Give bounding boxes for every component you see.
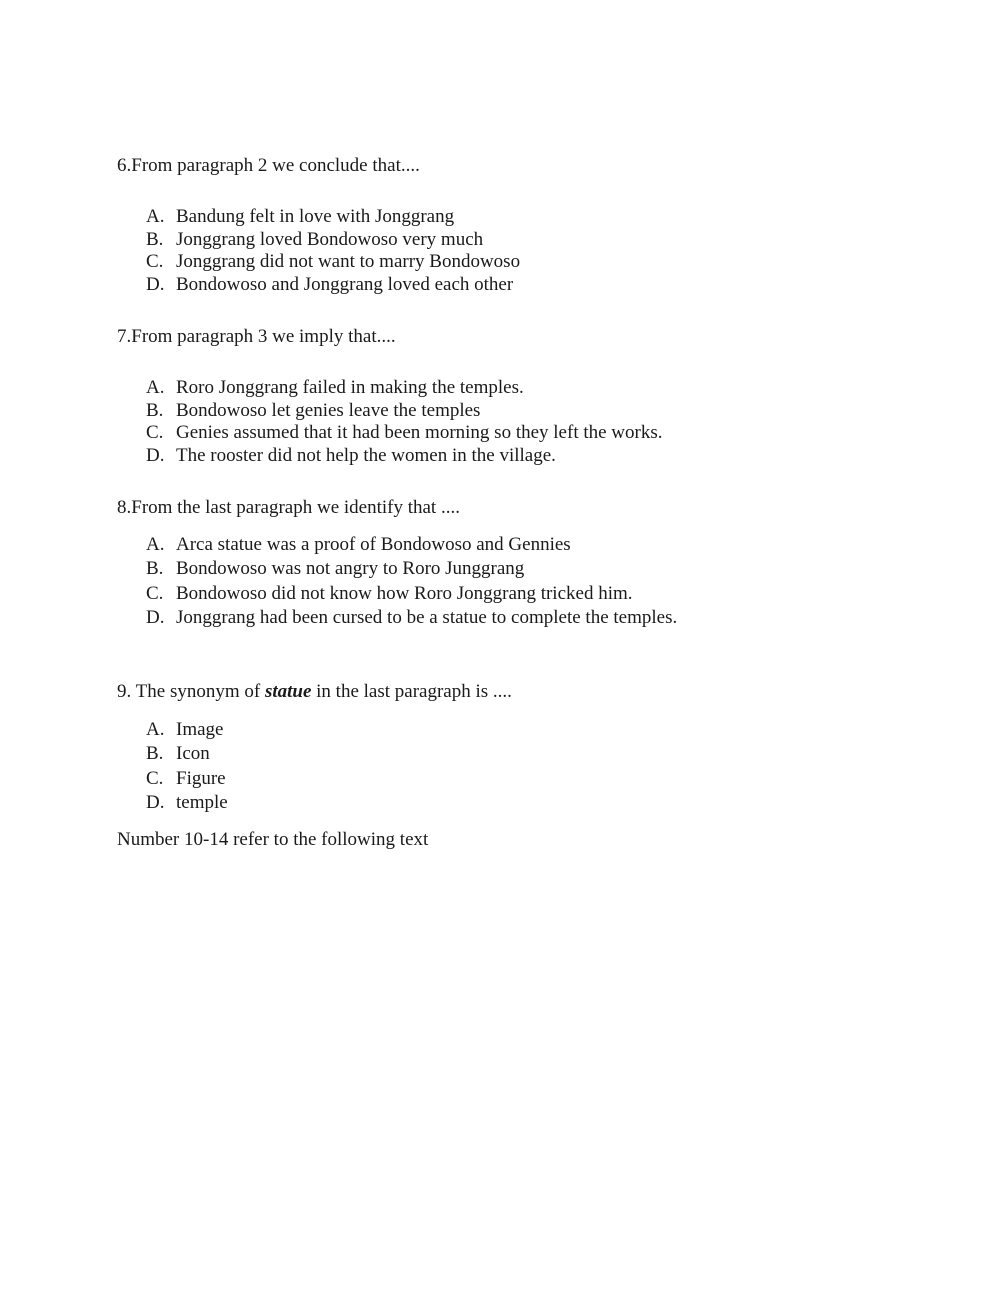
option-text: Bondowoso was not angry to Roro Junggrang xyxy=(176,558,525,580)
option-text: Jonggrang had been cursed to be a statue to complete the temples. xyxy=(176,606,678,628)
option-text: Figure xyxy=(176,767,226,789)
option-letter: B. xyxy=(146,558,164,580)
option-letter: C. xyxy=(146,582,164,604)
option-letter: D. xyxy=(146,274,165,296)
option-text: Arca statue was a proof of Bondowoso and Gennies xyxy=(176,534,571,555)
option-7d[interactable] xyxy=(146,445,663,468)
option-9c[interactable] xyxy=(146,767,228,791)
question-9-keyword: statue xyxy=(264,681,312,702)
option-letter: A. xyxy=(146,206,165,227)
option-text: Bondowoso did not know how Roro Jonggrang tricked him. xyxy=(176,582,633,604)
option-8b[interactable] xyxy=(146,557,677,581)
option-7c[interactable] xyxy=(146,422,663,445)
option-letter: D. xyxy=(146,606,165,628)
option-6c[interactable] xyxy=(146,251,520,274)
question-9-stem xyxy=(117,681,512,703)
question-9-options xyxy=(146,718,228,815)
option-letter: D. xyxy=(146,791,165,813)
question-9-stem-prefix: 9. The synonym of xyxy=(117,681,265,702)
option-6d[interactable] xyxy=(146,274,520,297)
question-6-stem: 6.From paragraph 2 we conclude that.... xyxy=(117,155,420,176)
option-letter: C. xyxy=(146,422,164,444)
option-letter: A. xyxy=(146,377,165,398)
option-9d[interactable] xyxy=(146,791,228,815)
option-text: Roro Jonggrang failed in making the temples. xyxy=(176,377,524,398)
option-letter: A. xyxy=(146,534,165,555)
option-letter: C. xyxy=(146,767,164,789)
option-8d[interactable] xyxy=(146,606,677,630)
option-letter: C. xyxy=(146,251,164,273)
option-text: Image xyxy=(176,719,224,740)
option-8c[interactable] xyxy=(146,582,677,606)
option-text: Jonggrang did not want to marry Bondowoso xyxy=(176,251,521,273)
option-6b[interactable] xyxy=(146,229,520,252)
question-9-stem-suffix: in the last paragraph is .... xyxy=(311,681,512,702)
question-8-options xyxy=(146,533,677,630)
option-text: Jonggrang loved Bondowoso very much xyxy=(176,228,484,250)
option-7b[interactable] xyxy=(146,400,663,423)
question-6-options xyxy=(146,206,520,297)
question-8-stem: 8.From the last paragraph we identify that .... xyxy=(117,497,460,518)
option-letter: A. xyxy=(146,719,165,740)
option-letter: D. xyxy=(146,445,165,467)
option-letter: B. xyxy=(146,228,164,250)
option-text: Icon xyxy=(176,743,210,765)
option-letter: B. xyxy=(146,399,164,421)
option-text: The rooster did not help the women in the village. xyxy=(176,445,556,467)
option-9b[interactable] xyxy=(146,742,228,766)
option-text: Bondowoso and Jonggrang loved each other xyxy=(176,274,514,296)
question-7-stem: 7.From paragraph 3 we imply that.... xyxy=(117,326,396,347)
option-text: Bondowoso let genies leave the temples xyxy=(176,399,481,421)
option-8a[interactable] xyxy=(146,533,677,557)
option-text: Genies assumed that it had been morning so they left the works. xyxy=(176,422,663,444)
option-text: Bandung felt in love with Jonggrang xyxy=(176,206,455,227)
option-7a[interactable] xyxy=(146,377,663,400)
option-6a[interactable] xyxy=(146,206,520,229)
question-7-options xyxy=(146,377,663,468)
option-text: temple xyxy=(176,791,228,813)
instruction-note: Number 10-14 refer to the following text xyxy=(117,829,429,850)
option-9a[interactable] xyxy=(146,718,228,742)
option-letter: B. xyxy=(146,743,164,765)
